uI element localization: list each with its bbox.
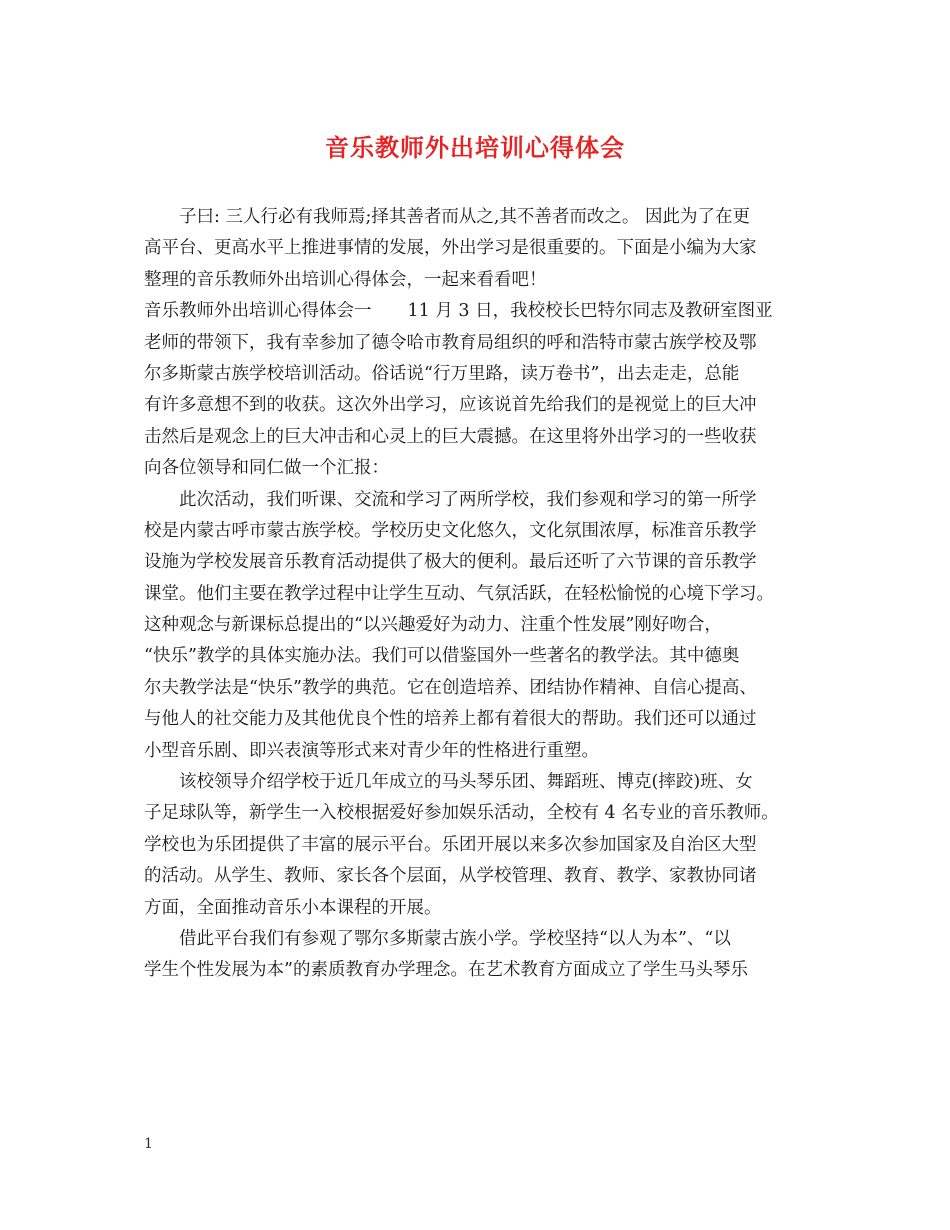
paragraph-line: 借此平台我们有参观了鄂尔多斯蒙古族小学。学校坚持“以人为本”、“以 [179,928,731,949]
section-heading: 音乐教师外出培训心得体会一 [144,301,372,322]
paragraph-line: 的活动。从学生、教师、家长各个层面，从学校管理、教育、教学、家教协同诸 [144,866,757,887]
section-line: 老师的带领下，我有幸参加了德令哈市教育局组织的呼和浩特市蒙古族学校及鄂 [144,332,757,353]
paragraph-line: 尔夫教学法是“快乐”教学的典范。它在创造培养、团结协作精神、自信心提高、 [144,677,757,698]
paragraph-line: 小型音乐剧、即兴表演等形式来对青少年的性格进行重塑。 [144,740,599,761]
intro-line: 子曰: 三人行必有我师焉;择其善者而从之,其不善者而改之。 因此为了在更 [179,207,750,227]
paragraph-line: 此次活动，我们听课、交流和学习了两所学校，我们参观和学习的第一所学 [179,489,757,510]
paragraph-line: 学校也为乐团提供了丰富的展示平台。乐团开展以来多次参加国家及自治区大型 [144,834,757,855]
paragraph-line: 与他人的社交能力及其他优良个性的培养上都有着很大的帮助。我们还可以通过 [144,709,757,730]
document-title: 音乐教师外出培训心得体会 [325,133,625,162]
section-line: 尔多斯蒙古族学校培训活动。俗话说“行万里路，读万卷书”，出去走走，总能 [144,363,740,384]
paragraph-line: 方面，全面推动音乐小本课程的开展。 [144,897,442,918]
paragraph-line: 学生个性发展为本”的素质教育办学理念。在艺术教育方面成立了学生马头琴乐 [144,960,748,981]
paragraph-line: “快乐”教学的具体实施办法。我们可以借鉴国外一些著名的教学法。其中德奥 [144,646,740,667]
intro-line: 高平台、更高水平上推进事情的发展，外出学习是很重要的。下面是小编为大家 [144,238,757,259]
section-line: 向各位领导和同仁做一个汇报： [144,458,389,479]
section-first-line: 11 月 3 日，我校校长巴特尔同志及教研室图亚 [407,301,773,322]
section-line: 有许多意想不到的收获。这次外出学习，应该说首先给我们的是视觉上的巨大冲 [144,395,757,416]
document-body [144,202,834,987]
paragraph-line: 校是内蒙古呼市蒙古族学校。学校历史文化悠久，文化氛围浓厚，标准音乐教学 [144,520,757,541]
section-line: 击然后是观念上的巨大冲击和心灵上的巨大震撼。在这里将外出学习的一些收获 [144,426,757,447]
intro-line: 整理的音乐教师外出培训心得体会，一起来看看吧！ [144,269,547,290]
paragraph-line: 课堂。他们主要在教学过程中让学生互动、气氛活跃，在轻松愉悦的心境下学习。 [144,583,774,604]
paragraph-line: 该校领导介绍学校于近几年成立的马头琴乐团、舞蹈班、博克(摔跤)班、女 [179,772,753,793]
page-number: 1 [144,1136,153,1152]
paragraph-line: 子足球队等，新学生一入校根据爱好参加娱乐活动，全校有 4 名专业的音乐教师。 [144,803,779,824]
section-heading-line [144,296,834,327]
paragraph-line: 设施为学校发展音乐教育活动提供了极大的便利。最后还听了六节课的音乐教学 [144,552,757,573]
paragraph-line: 这种观念与新课标总提出的“以兴趣爱好为动力、注重个性发展”刚好吻合， [144,615,722,636]
